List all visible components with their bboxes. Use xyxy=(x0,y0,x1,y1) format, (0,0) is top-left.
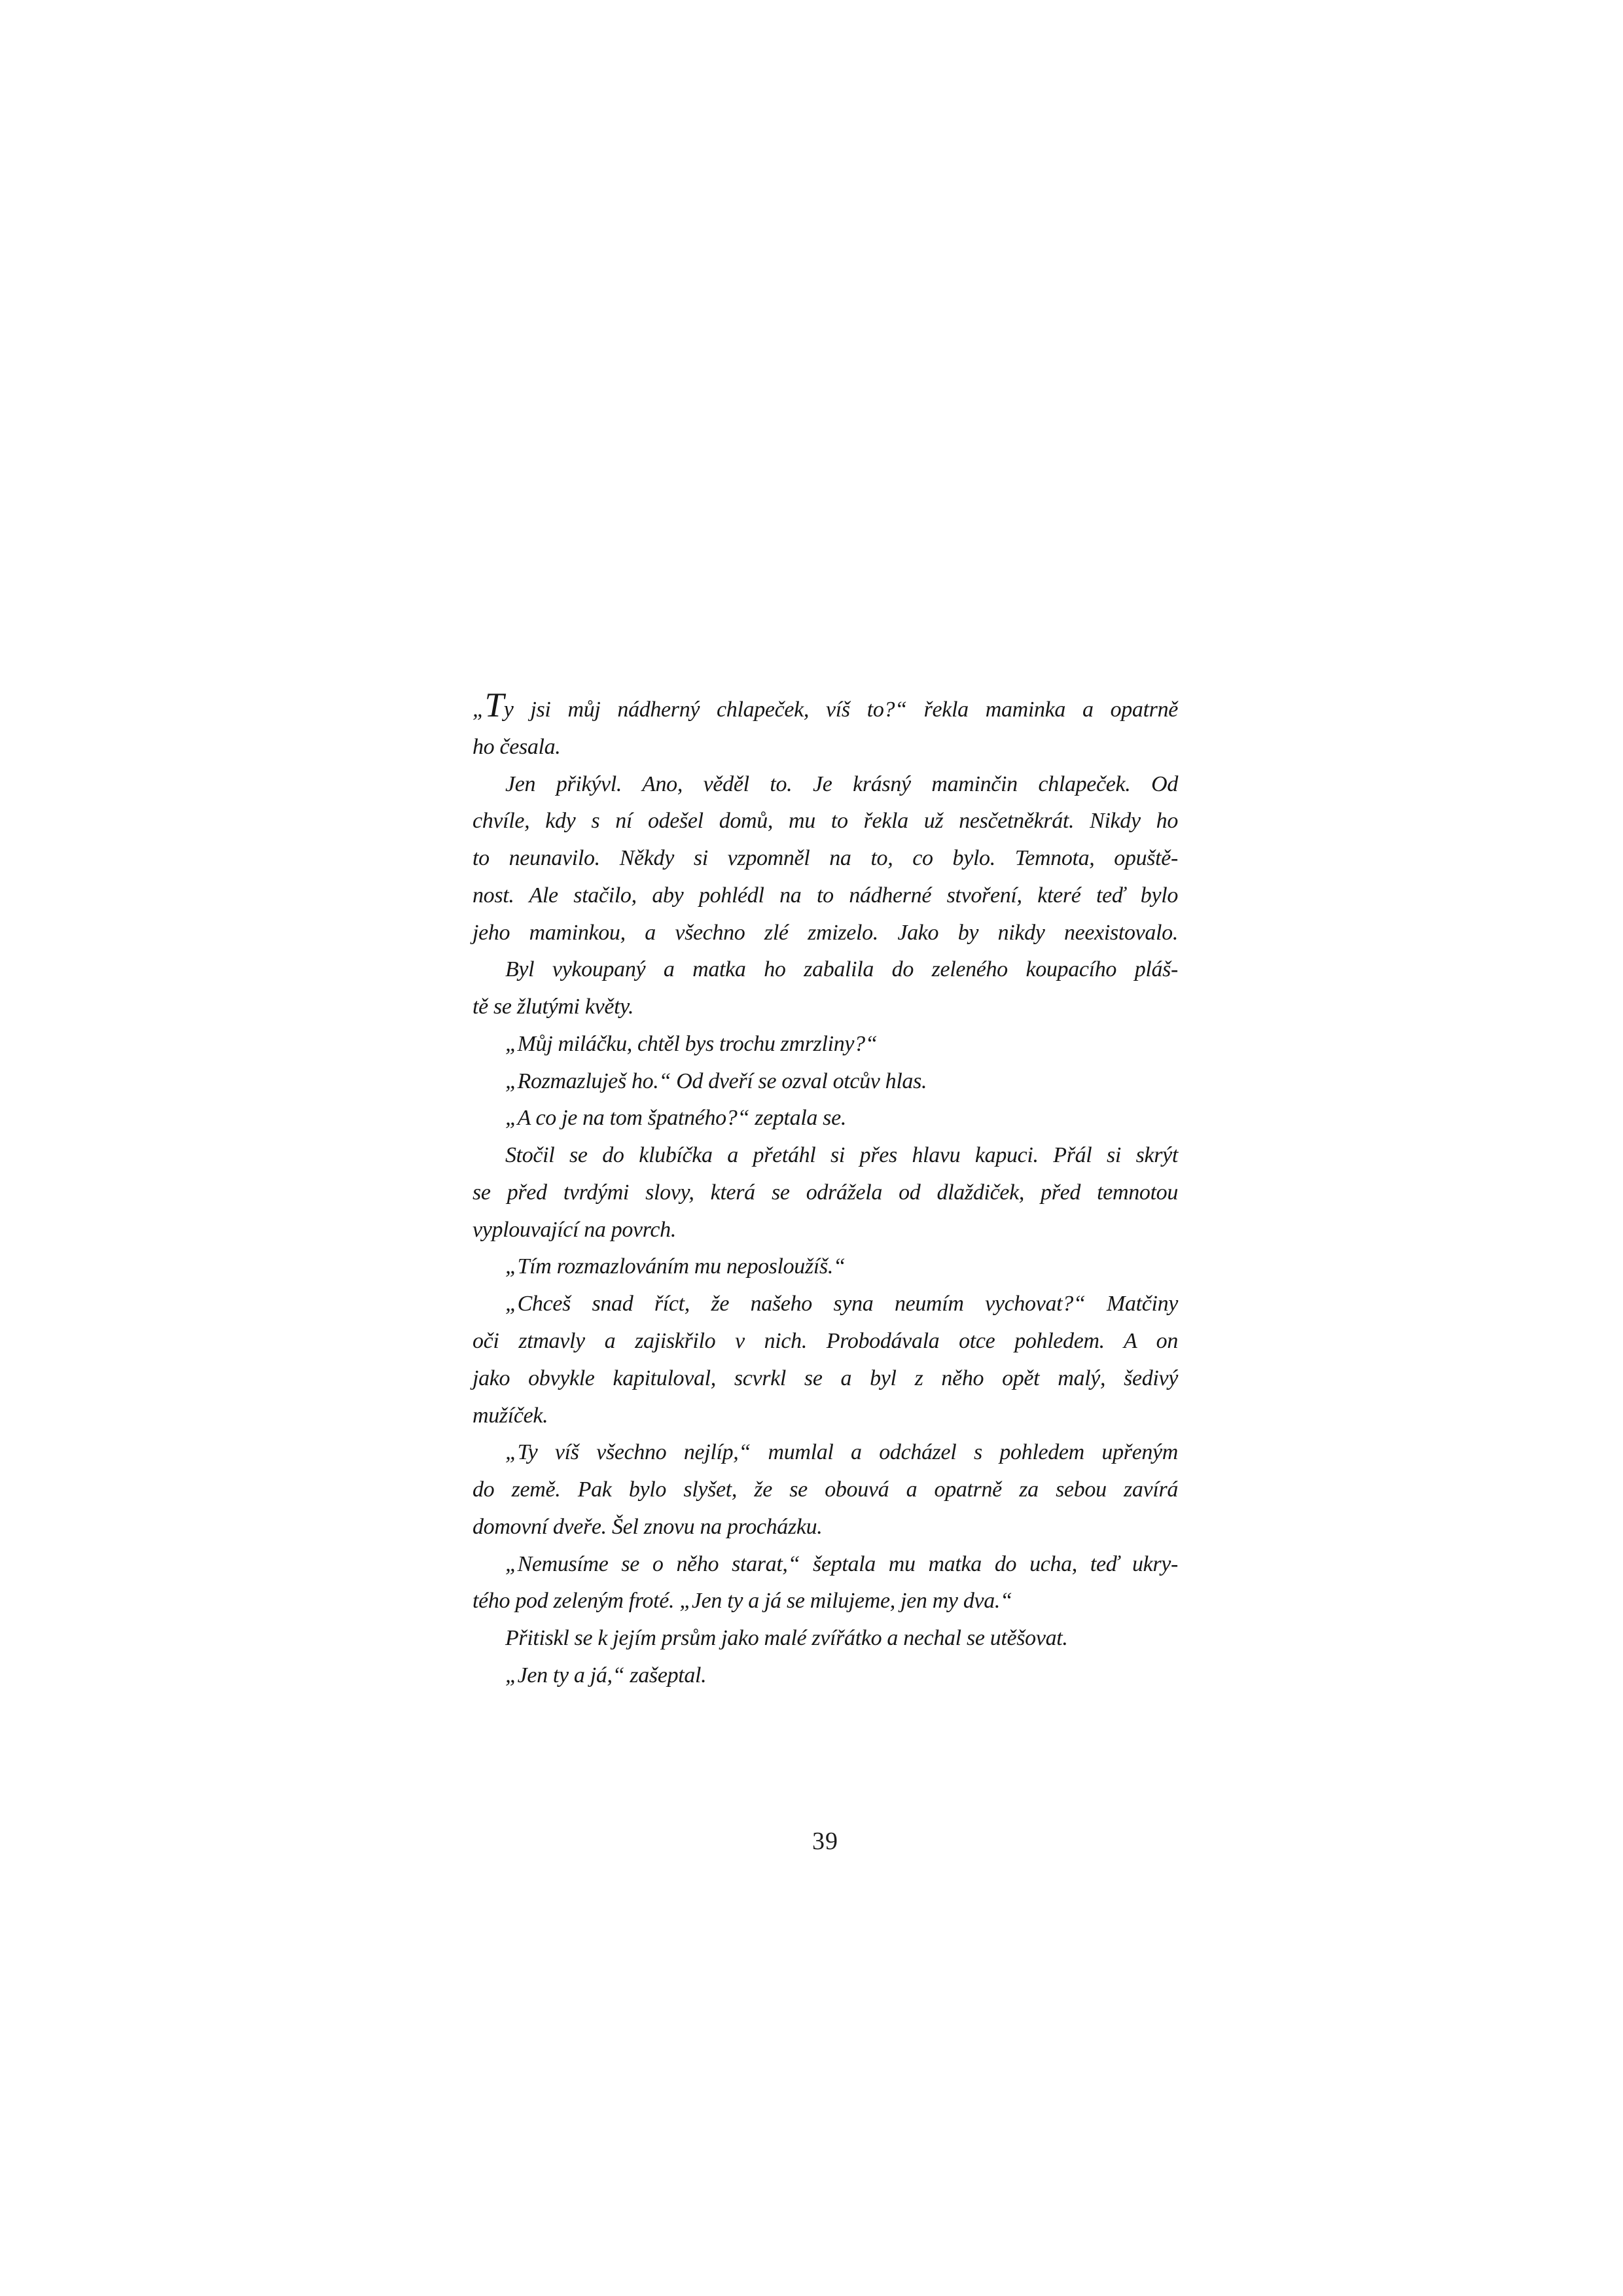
text-line: jeho maminkou, a všechno zlé zmizelo. Jako by nikdy neexistovalo. xyxy=(473,920,1178,945)
text-line: do země. Pak bylo slyšet, že se obouvá a opatrně za sebou zavírá xyxy=(473,1477,1178,1502)
text-line: to neunavilo. Někdy si vzpomněl na to, co bylo. Temnota, opuště- xyxy=(473,846,1178,871)
text-line: tě se žlutými květy. xyxy=(473,995,634,1019)
text-line: „Tím rozmazlováním mu neposloužíš.“ xyxy=(505,1254,846,1279)
page-number: 39 xyxy=(812,1828,838,1855)
text-line: „Jen ty a já,“ zašeptal. xyxy=(505,1663,707,1687)
text-line: Jen přikývl. Ano, věděl to. Je krásný maminčin chlapeček. Od xyxy=(505,771,1178,796)
text-line: Přitiskl se k jejím prsům jako malé zvířátko a nechal se utěšovat. xyxy=(505,1626,1068,1651)
text-line: Stočil se do klubíčka a přetáhl si přes hlavu kapuci. Přál si skrýt xyxy=(505,1143,1178,1168)
text-line: Byl vykoupaný a matka ho zabalila do zeleného koupacího pláš- xyxy=(505,957,1178,982)
text-line: vyplouvající na povrch. xyxy=(473,1217,676,1242)
text-line: „Chceš snad říct, že našeho syna neumím vychovat?“ Matčiny xyxy=(505,1292,1178,1316)
body-text-block xyxy=(473,686,1178,1695)
text-line: „Ty víš všechno nejlíp,“ mumlal a odcházel s pohledem upřeným xyxy=(505,1440,1178,1465)
text-line: „Ty jsi můj nádherný chlapeček, víš to?“ řekla maminka a opatrně xyxy=(473,686,1178,724)
text-line: domovní dveře. Šel znovu na procházku. xyxy=(473,1514,823,1539)
text-line: ho česala. xyxy=(473,734,561,759)
text-line: jako obvykle kapituloval, scvrkl se a byl z něho opět malý, šedivý xyxy=(473,1366,1178,1390)
text-line: nost. Ale stačilo, aby pohlédl na to nádherné stvoření, které teď bylo xyxy=(473,883,1178,908)
opening-quote: „ xyxy=(473,698,485,722)
text-line: se před tvrdými slovy, která se odrážela od dlaždiček, před temnotou xyxy=(473,1180,1178,1205)
text-line: „A co je na tom špatného?“ zeptala se. xyxy=(505,1106,846,1131)
text-line: mužíček. xyxy=(473,1403,548,1428)
text-line: oči ztmavly a zajiskřilo v nich. Probodávala otce pohledem. A on xyxy=(473,1329,1178,1354)
text-line: chvíle, kdy s ní odešel domů, mu to řekla už nesčetněkrát. Nikdy ho xyxy=(473,809,1178,834)
initial-capital: T xyxy=(484,686,504,724)
text-line: „Můj miláčku, chtěl bys trochu zmrzliny?“ xyxy=(505,1031,878,1056)
text-line: „Rozmazluješ ho.“ Od dveří se ozval otcův hlas. xyxy=(505,1069,927,1093)
text-line: „Nemusíme se o něho starat,“ šeptala mu matka do ucha, teď ukry- xyxy=(505,1551,1178,1576)
text-line: tého pod zeleným froté. „Jen ty a já se milujeme, jen my dva.“ xyxy=(473,1589,1012,1614)
